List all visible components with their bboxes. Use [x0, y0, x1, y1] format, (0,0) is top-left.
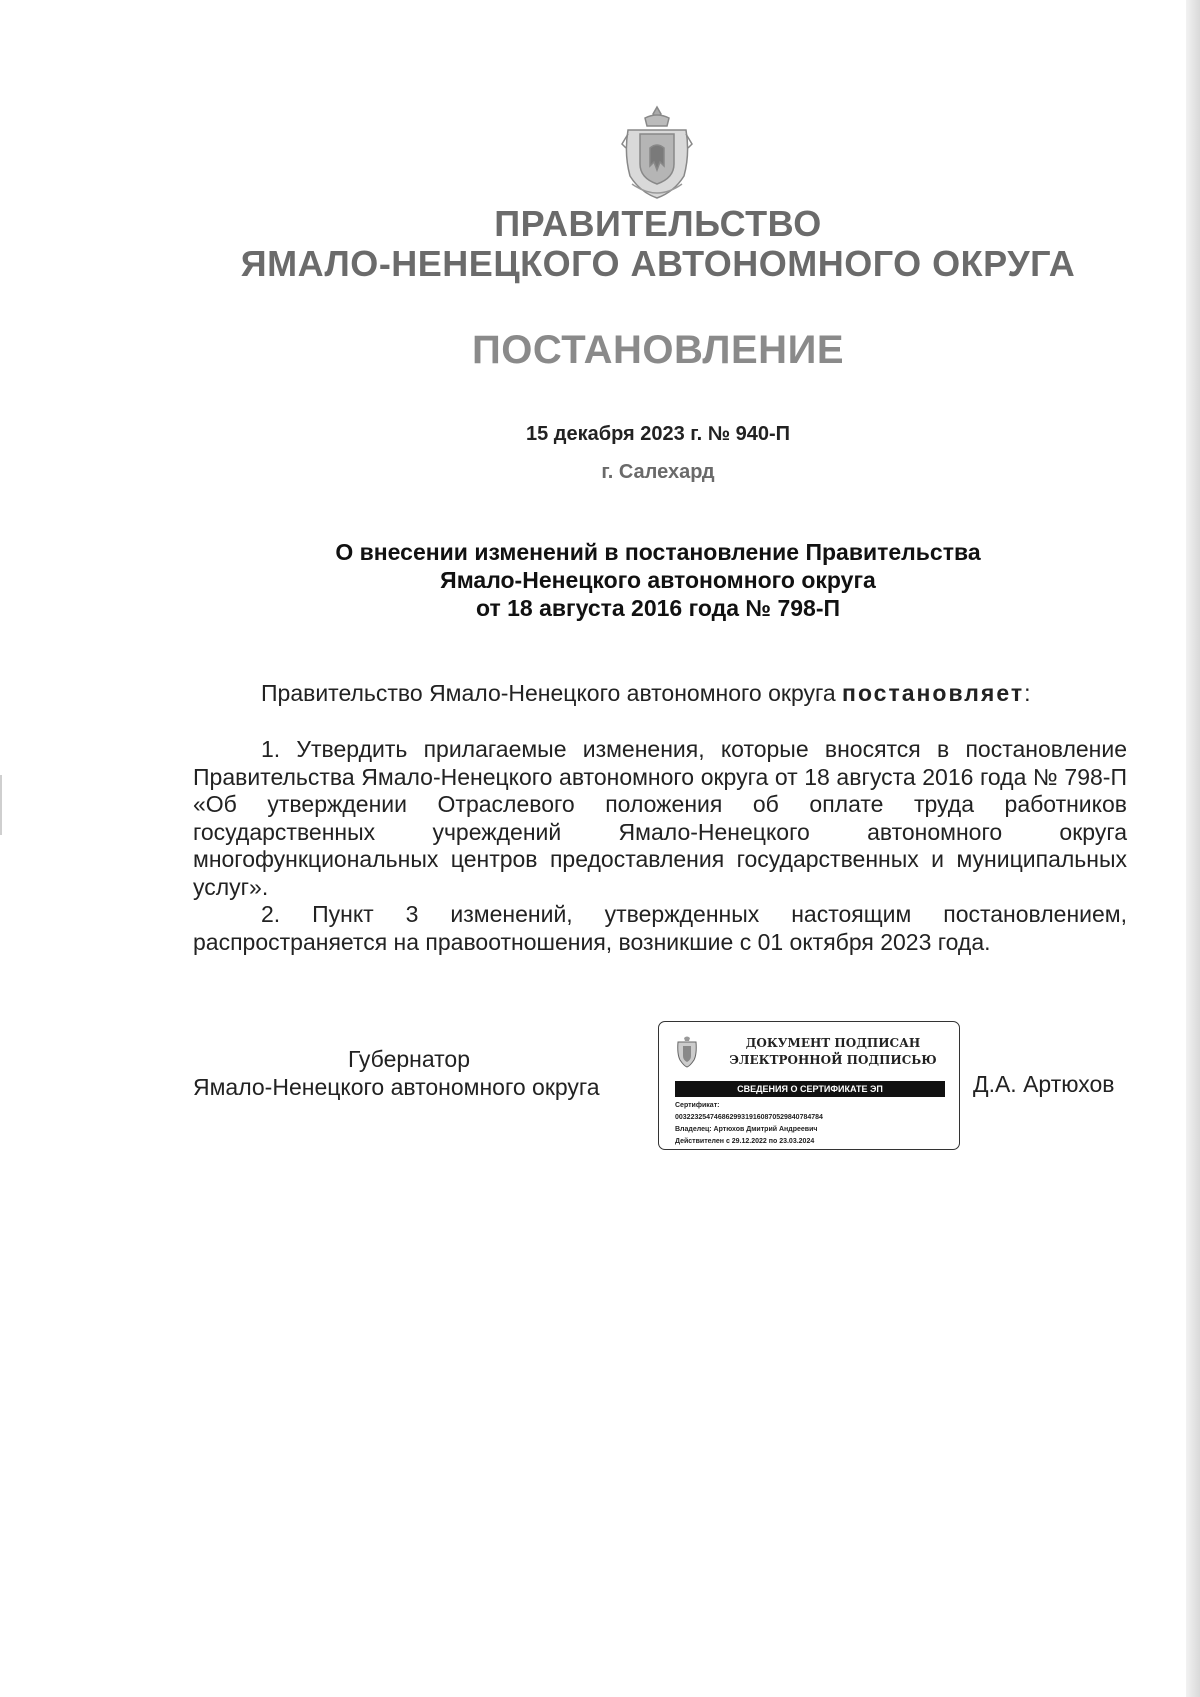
scan-mark [0, 775, 2, 835]
preamble-end: : [1024, 680, 1031, 706]
document-subject [0, 538, 1200, 622]
stamp-title: ДОКУМЕНТ ПОДПИСАН [745, 1036, 921, 1050]
document-body [193, 736, 1127, 956]
paragraph-1: 1. Утвердить прилагаемые изменения, которые вносятся в постановление Правительства Ямало-Ненецкого автономного округа от 18 августа 2016 года № 798-П «Об утверждении Отраслевого положения об оплате труда работников государственных учреждений Ямало-Ненецкого автономного округа многофункциональных центров предоставления государственных и муниципальных услуг». [193, 736, 1127, 900]
paragraph-2: 2. Пункт 3 изменений, утвержденных настоящим постановлением, распространяется на правоотношения, возникшие с 01 октября 2023 года. [193, 901, 1127, 955]
stamp-validity: Действителен с 29.12.2022 по 23.03.2024 [675, 1138, 815, 1145]
electronic-signature-stamp [658, 1021, 960, 1150]
subject-line: О внесении изменений в постановление Правительства [335, 539, 981, 565]
stamp-subtitle: ЭЛЕКТРОННОЙ ПОДПИСЬЮ [729, 1053, 937, 1067]
signatory-name: Д.А. Артюхов [973, 1071, 1115, 1097]
preamble-text: Правительство Ямало-Ненецкого автономного округа [261, 680, 843, 706]
coat-of-arms-small-icon [675, 1034, 699, 1068]
stamp-cert-number: 00322325474686299319160870529840784784 [675, 1114, 823, 1121]
subject-line: от 18 августа 2016 года № 798-П [475, 595, 841, 621]
preamble [261, 680, 1030, 707]
stamp-cert-label: Сертификат: [675, 1102, 720, 1109]
date-and-number: 15 декабря 2023 г. № 940-П [525, 423, 791, 445]
city: г. Салехард [601, 461, 715, 483]
government-region: ЯМАЛО-НЕНЕЦКОГО АВТОНОМНОГО ОКРУГА [240, 243, 1076, 284]
stamp-certificate-bar: СВЕДЕНИЯ О СЕРТИФИКАТЕ ЭП [675, 1081, 945, 1097]
signatory-title: Губернатор [348, 1046, 471, 1072]
signatory-position [193, 1045, 600, 1101]
government-title: ПРАВИТЕЛЬСТВО [494, 203, 822, 244]
subject-line: Ямало-Ненецкого автономного округа [440, 567, 876, 593]
preamble-keyword: постановляет [842, 680, 1025, 706]
document-type: ПОСТАНОВЛЕНИЕ [471, 328, 844, 372]
signatory-region: Ямало-Ненецкого автономного округа [193, 1074, 600, 1100]
stamp-owner: Владелец: Артюхов Дмитрий Андреевич [675, 1126, 818, 1133]
coat-of-arms-emblem-icon [620, 104, 694, 202]
